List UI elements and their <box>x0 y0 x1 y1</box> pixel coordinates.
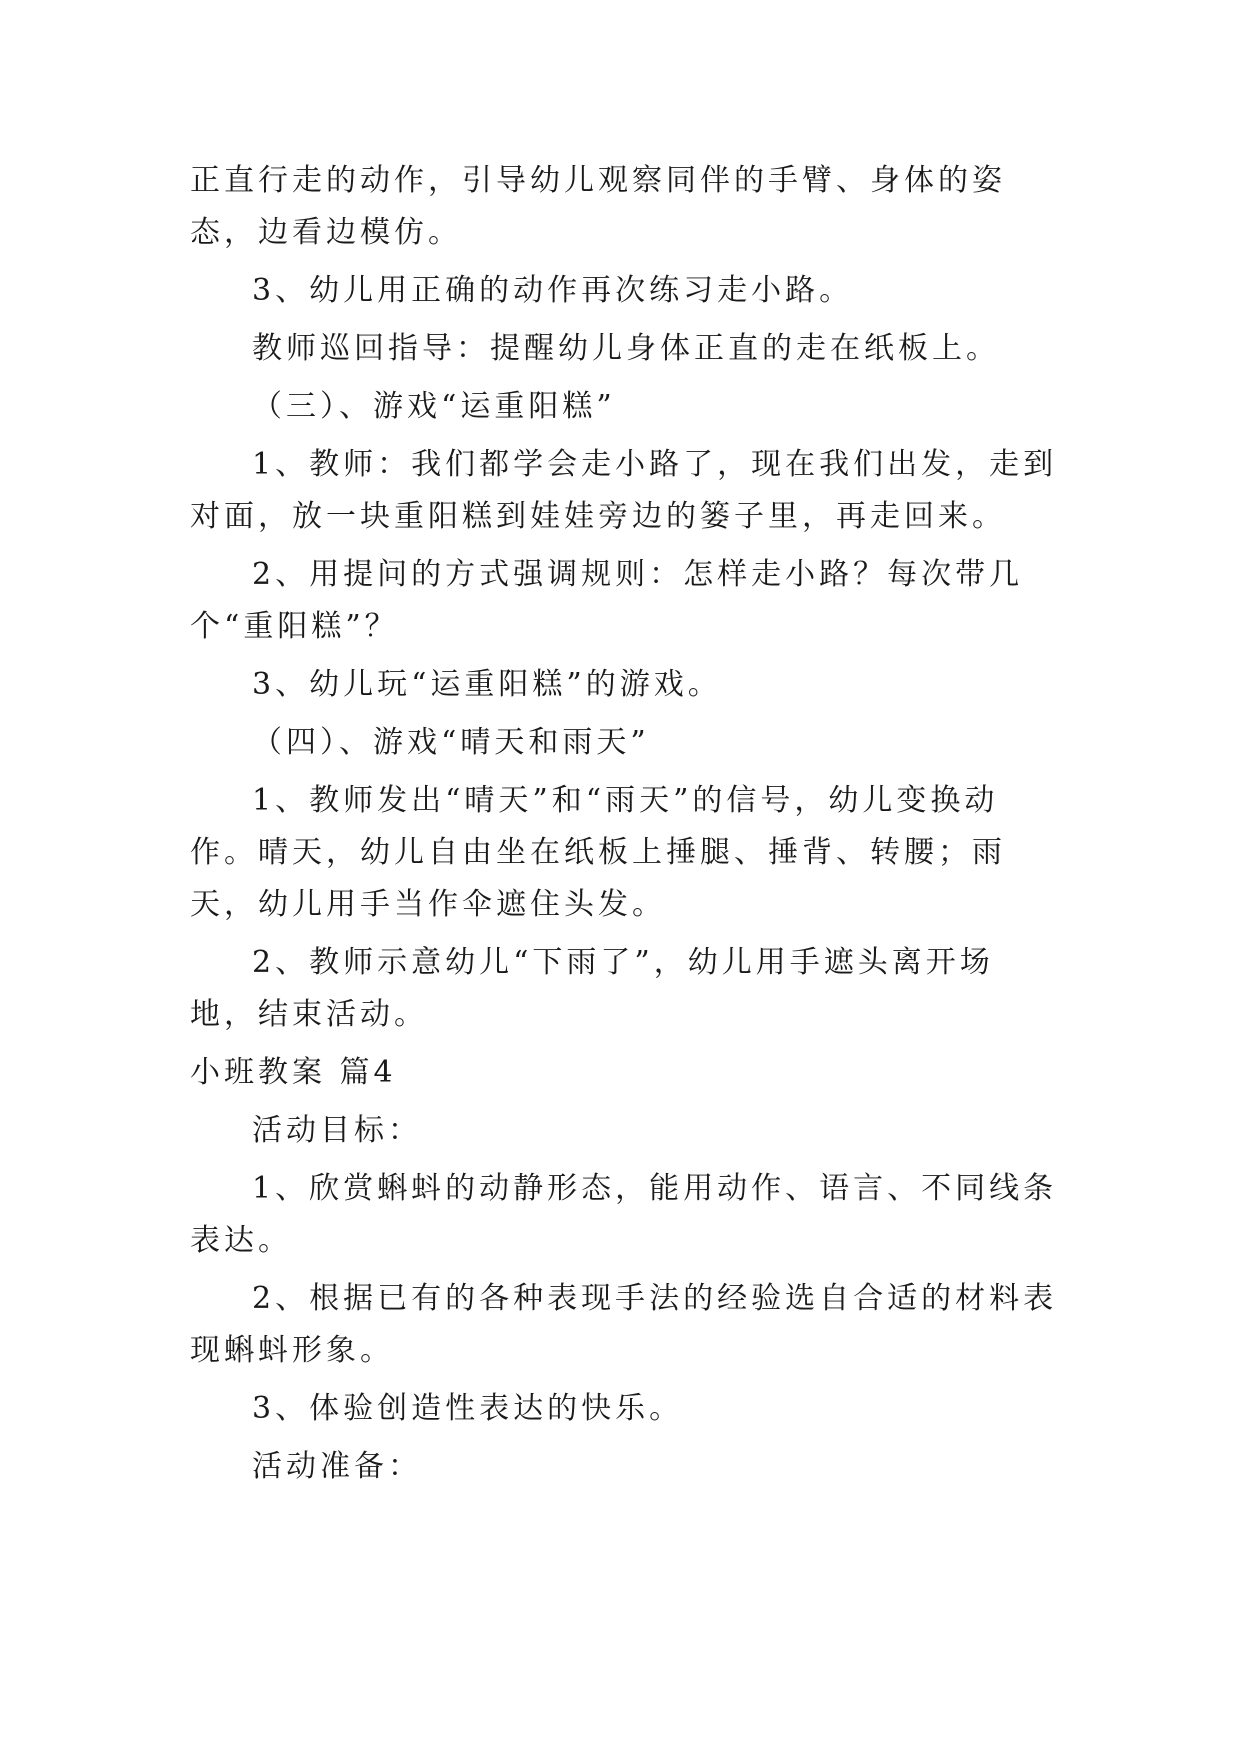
paragraph: 2、根据已有的各种表现手法的经验选自合适的材料表现蝌蚪形象。 <box>190 1281 1058 1368</box>
paragraph: 3、幼儿玩“运重阳糕”的游戏。 <box>252 667 722 702</box>
lesson-plan-title: 小班教案 篇4 <box>190 1055 397 1090</box>
document-body <box>190 155 1060 1493</box>
paragraph: 2、用提问的方式强调规则：怎样走小路？每次带几个“重阳糕”？ <box>190 557 1024 644</box>
paragraph: 1、教师：我们都学会走小路了，现在我们出发，走到对面，放一块重阳糕到娃娃旁边的篓子里，再走回来。 <box>190 447 1058 534</box>
paragraph: 2、教师示意幼儿“下雨了”，幼儿用手遮头离开场地，结束活动。 <box>190 945 994 1032</box>
paragraph: 3、体验创造性表达的快乐。 <box>252 1391 684 1426</box>
section-heading: （四）、游戏“晴天和雨天” <box>252 725 650 760</box>
paragraph: 教师巡回指导：提醒幼儿身体正直的走在纸板上。 <box>252 331 1000 366</box>
section-heading: （三）、游戏“运重阳糕” <box>252 389 616 424</box>
paragraph: 正直行走的动作，引导幼儿观察同伴的手臂、身体的姿态，边看边模仿。 <box>190 163 1006 250</box>
paragraph: 活动准备： <box>252 1449 422 1484</box>
paragraph: 1、欣赏蝌蚪的动静形态，能用动作、语言、不同线条表达。 <box>190 1171 1058 1258</box>
paragraph: 活动目标： <box>252 1113 422 1148</box>
paragraph: 3、幼儿用正确的动作再次练习走小路。 <box>252 273 854 308</box>
paragraph: 1、教师发出“晴天”和“雨天”的信号，幼儿变换动作。晴天，幼儿自由坐在纸板上捶腿、捶背、转腰；雨天，幼儿用手当作伞遮住头发。 <box>190 783 1006 922</box>
